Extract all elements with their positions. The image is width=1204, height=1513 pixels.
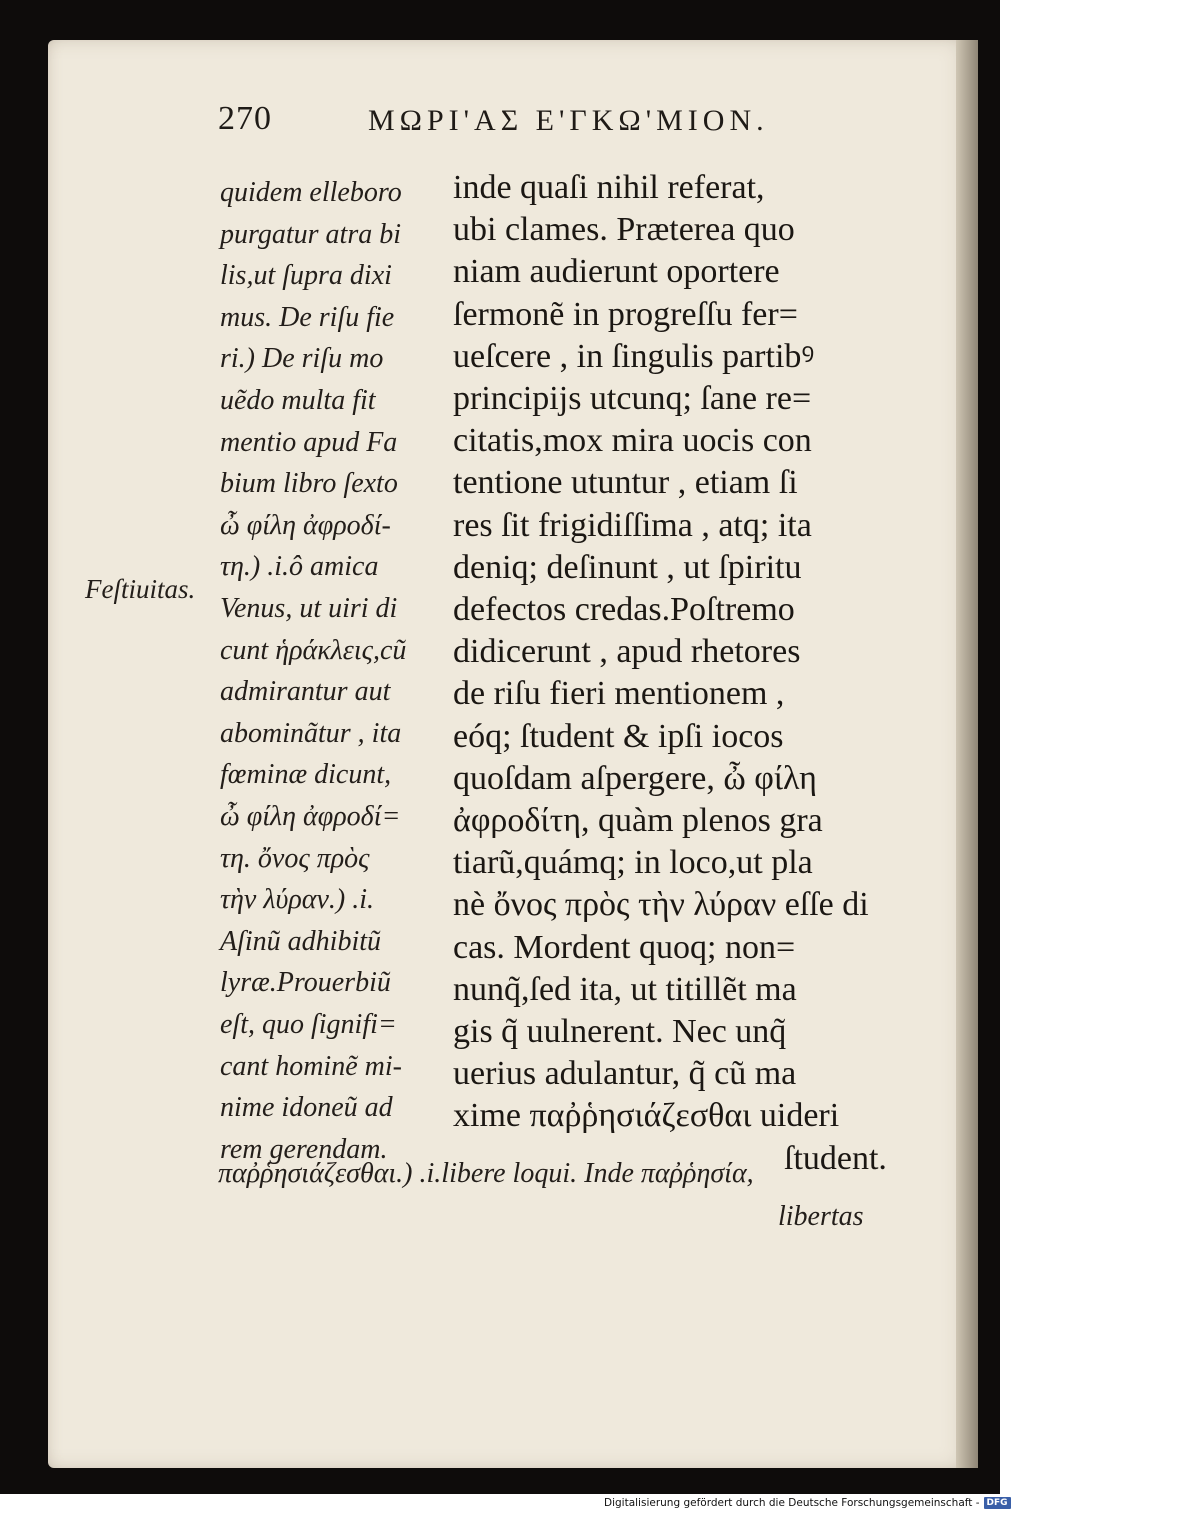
main-text-line: ueſcere , in ſingulis partibꝰ — [453, 337, 815, 375]
main-text-line: res ſit frigidiſſima , atq; ita — [453, 506, 812, 544]
dfg-logo-badge: DFG — [984, 1497, 1011, 1509]
gloss-line: nime idoneũ ad — [220, 1092, 393, 1124]
main-text-line: citatis,mox mira uocis con — [453, 422, 812, 460]
gloss-line: τη.) .i.ô amica — [220, 551, 379, 583]
main-text-line: xime παῤῥησιάζεσθαι uideri — [453, 1097, 840, 1135]
gloss-line: bium libro ſexto — [220, 468, 398, 500]
main-text-line: nunq̃,ſed ita, ut titillẽt ma — [453, 970, 797, 1008]
main-text-line: ſtudent. — [784, 1139, 887, 1177]
gloss-line: admirantur aut — [220, 676, 391, 708]
gloss-line: rem gerendam. — [220, 1133, 388, 1165]
main-text-line: niam audierunt oportere — [453, 253, 780, 291]
gloss-line: ὦ φίλη ἀφροδί= — [220, 801, 401, 832]
main-text-line: quoſdam aſpergere, ὦ φίλη — [453, 759, 817, 797]
main-text-line: gis q̃ uulnerent. Nec unq̃ — [453, 1013, 787, 1050]
gloss-line: eſt, quo ſignifi= — [220, 1009, 397, 1040]
main-text-line: ubi clames. Præterea quo — [453, 211, 795, 249]
gloss-line: uẽdo multa fit — [220, 385, 376, 416]
main-text-line: principijs utcunq; ſane re= — [453, 380, 812, 417]
running-title: ΜΩΡΙ'ΑΣ Ε'ΓΚΩ'ΜΙΟΝ. — [368, 104, 769, 137]
main-text-line: ſermonẽ in progreſſu fer= — [453, 295, 798, 333]
main-text-line: de riſu fieri mentionem , — [453, 675, 785, 713]
bottom-gloss-note: παῤῥησιάζεσθαι.) .i.libere loqui. Inde παῤῥησία, — [218, 1158, 754, 1189]
main-text-line: tiarũ,quámq; in loco,ut pla — [453, 844, 813, 882]
main-text-line: inde quaſi nihil referat, — [453, 169, 765, 206]
gloss-line: quidem elleboro — [220, 177, 402, 208]
gloss-line: purgatur atra bi — [220, 218, 401, 250]
gloss-line: τὴν λύραν.) .i. — [220, 884, 374, 916]
catchword: libertas — [778, 1201, 864, 1232]
gloss-line: abominãtur , ita — [220, 717, 402, 749]
gloss-line: lyræ.Prouerbiũ — [220, 967, 391, 999]
main-text-line: nè ὄνος πρὸς τὴν λύραν eſſe di — [453, 886, 869, 924]
gloss-line: mus. De riſu fie — [220, 301, 395, 333]
digitization-credit — [604, 1494, 1011, 1513]
gloss-line: mentio apud Fa — [220, 426, 398, 458]
page-header — [218, 100, 858, 140]
main-text-line: ἀφροδίτη, quàm plenos gra — [453, 802, 823, 839]
page-edge — [956, 40, 978, 1468]
main-text-line: eóq; ſtudent & ipſi iocos — [453, 717, 784, 755]
gloss-line: lis,ut ſupra dixi — [220, 260, 392, 292]
gloss-line: Venus, ut uiri di — [220, 593, 398, 624]
gloss-line: ὦ φίλη ἀφροδί- — [220, 509, 391, 541]
credit-text: Digitalisierung gefördert durch die Deutsche Forschungsgemeinschaft - — [604, 1497, 980, 1509]
gloss-line: Aſinũ adhibitũ — [220, 925, 381, 957]
main-text-line: defectos credas.Poſtremo — [453, 591, 795, 628]
main-text-line: cas. Mordent quoq; non= — [453, 928, 796, 966]
gloss-line: fœminæ dicunt, — [220, 759, 392, 791]
folio-number: 270 — [218, 100, 272, 137]
gloss-line: ri.) De riſu mo — [220, 343, 384, 375]
gloss-line: τη. ὄνος πρὸς — [220, 842, 370, 874]
gloss-line: cant hominẽ mi- — [220, 1050, 402, 1082]
main-text-line: uerius adulantur, q̃ cũ ma — [453, 1055, 797, 1093]
marginal-note: Feſtiuitas. — [85, 574, 196, 604]
gloss-line: cunt ἡράκλεις,cũ — [220, 634, 407, 666]
main-text-line: deniq; deſinunt , ut ſpiritu — [453, 548, 802, 586]
main-text-line: didicerunt , apud rhetores — [453, 633, 801, 671]
main-text-line: tentione utuntur , etiam ſi — [453, 464, 798, 502]
